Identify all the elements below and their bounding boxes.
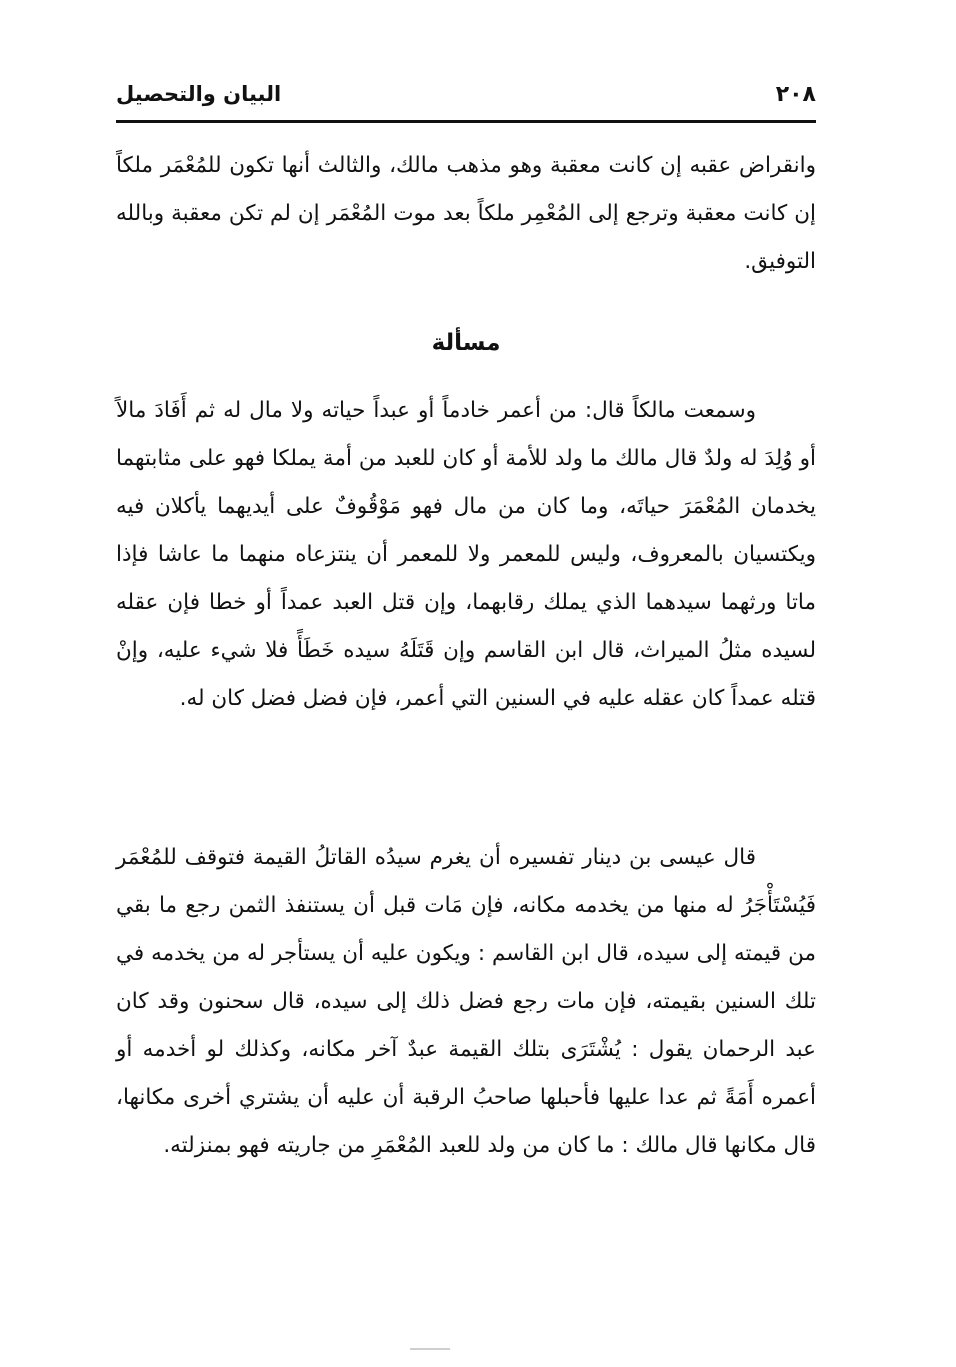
bottom-scan-mark (410, 1348, 450, 1350)
section-paragraph-2-block (116, 834, 816, 1170)
intro-paragraph-block (116, 142, 816, 286)
section-heading: مسألة (431, 330, 501, 356)
page-number: ٢٠٨ (775, 82, 816, 107)
section-paragraph-1: وسمعت مالكاً قال: من أعمر خادماً أو عبداً حياته ولا مال له ثم أَفَادَ مالاً أو وُلِدَ له ولدٌ قال مالك ما ولد للأمة أو كان للعبد من أمة يملكا فهو على مثابتهما يخدمان المُعْمَرَ حياتَه، وما كان من مال فهو مَوْقُوفٌ على أيديهما يأكلان فيه ويكتسيان بالمعروف، وليس للمعمر ولا للمعمر أن ينتزعاه منهما ما عاشا فإذا ماتا ورثهما سيدهما الذي يملك رقابهما، وإن قتل العبد عمداً أو خطا فإن عقله لسيده مثلُ الميراث، قال ابن القاسم وإن قَتَلَهُ سيده خَطَأً فلا شيء عليه، وإنْ قتله عمداً كان عقله عليه في السنين التي أعمر، فإن فضل فضل كان له. (116, 398, 816, 711)
intro-paragraph: وانقراض عقبه إن كانت معقبة وهو مذهب مالك، والثالث أنها تكون للمُعْمَر ملكاً إن كانت معقبة وترجع إلى المُعْمِر ملكاً بعد موت المُعْمَر إن لم تكن معقبة وبالله التوفيق. (116, 153, 816, 274)
header-rule (116, 120, 816, 123)
running-header (116, 82, 816, 112)
book-title: البيان والتحصيل (116, 82, 282, 106)
section-paragraph-2: قال عيسى بن دينار تفسيره أن يغرم سيدُه القاتلُ القيمة فتوقف للمُعْمَر فَيُسْتَأْجَرُ له منها من يخدمه مكانه، فإن مَات قبل أن يستنفذ الثمن رجع ما بقي من قيمته إلى سيده، قال ابن القاسم : ويكون عليه أن يستأجر له من يخدمه في تلك السنين بقيمته، فإن مات رجع فضل ذلك إلى سيده، قال سحنون وقد كان عبد الرحمان يقول : يُشْتَرَى بتلك القيمة عبدٌ آخر مكانه، وكذلك لو أخدمه أو أعمره أَمَةً ثم عدا عليها فأحبلها صاحبُ الرقبة أن عليه أن يشتري أخرى مكانها، قال مكانها قال مالك : ما كان من ولد للعبد المُعْمَرِ من جاريته فهو بمنزلته. (116, 845, 816, 1158)
section-paragraph-1-block (116, 387, 816, 723)
